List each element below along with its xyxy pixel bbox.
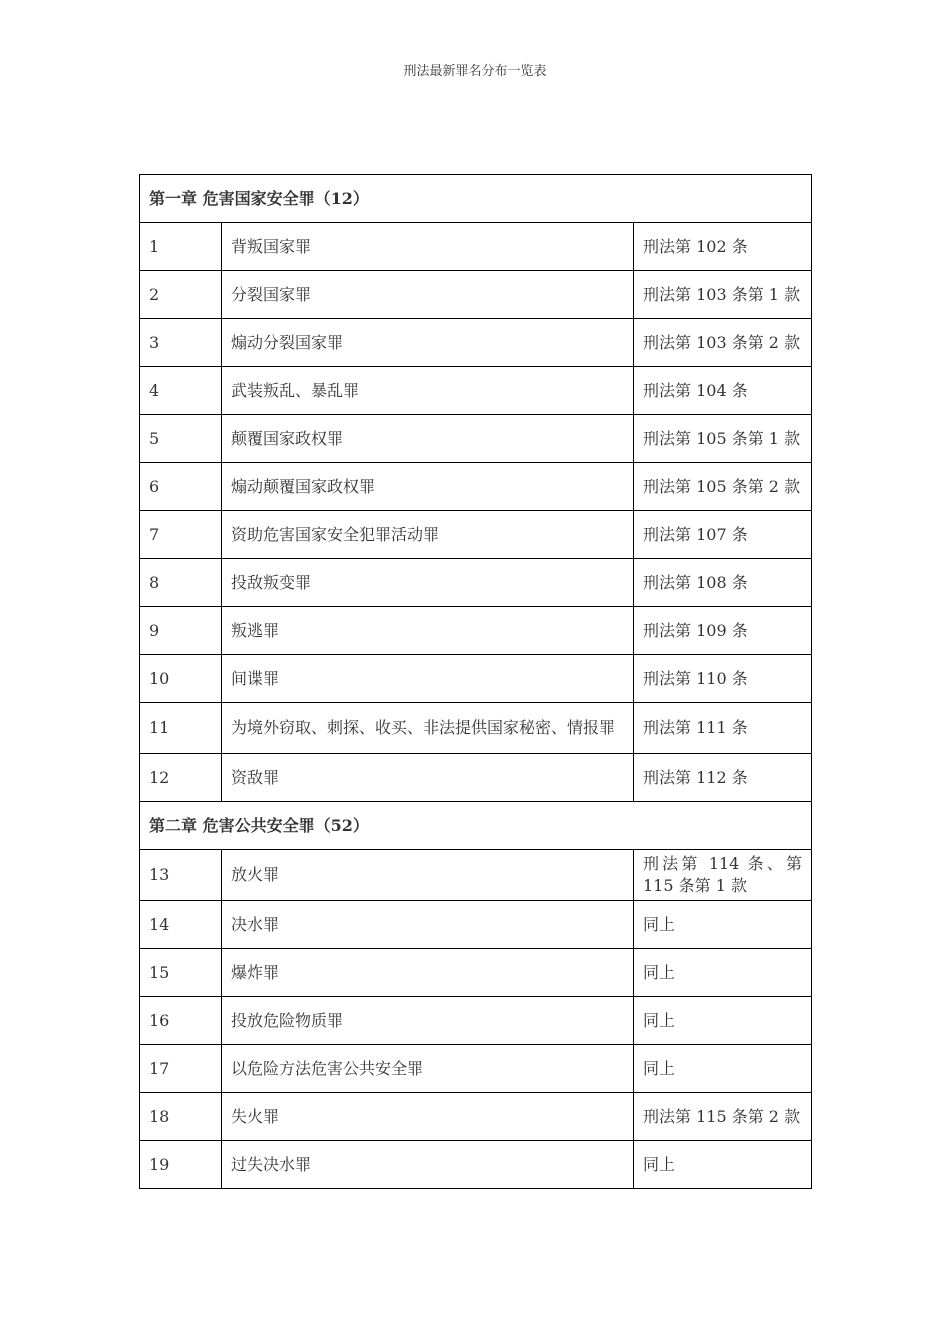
crime-number: 18 bbox=[140, 1093, 222, 1141]
crime-name-link[interactable]: 过失决水罪 bbox=[222, 1141, 634, 1189]
table-row bbox=[140, 271, 812, 319]
table-row bbox=[140, 223, 812, 271]
page-header-title: 刑法最新罪名分布一览表 bbox=[403, 64, 547, 79]
table-row bbox=[140, 1141, 812, 1189]
law-article: 刑法第 110 条 bbox=[634, 655, 812, 703]
crime-number: 2 bbox=[140, 271, 222, 319]
crime-name-link[interactable]: 爆炸罪 bbox=[222, 949, 634, 997]
crime-name-link[interactable]: 煽动颠覆国家政权罪 bbox=[222, 463, 634, 511]
crime-name-link[interactable]: 资助危害国家安全犯罪活动罪 bbox=[222, 511, 634, 559]
crime-number: 15 bbox=[140, 949, 222, 997]
crime-number: 7 bbox=[140, 511, 222, 559]
crime-name-link[interactable]: 决水罪 bbox=[222, 901, 634, 949]
crime-number: 9 bbox=[140, 607, 222, 655]
crime-name-link[interactable]: 投敌叛变罪 bbox=[222, 559, 634, 607]
table-row bbox=[140, 607, 812, 655]
crime-number: 8 bbox=[140, 559, 222, 607]
crime-number: 3 bbox=[140, 319, 222, 367]
crime-name-link[interactable]: 为境外窃取、刺探、收买、非法提供国家秘密、情报罪 bbox=[222, 703, 634, 754]
crime-number: 1 bbox=[140, 223, 222, 271]
table-row bbox=[140, 655, 812, 703]
crime-name-link[interactable]: 颠覆国家政权罪 bbox=[222, 415, 634, 463]
table-row bbox=[140, 415, 812, 463]
law-article: 刑法第 114 条、第 115 条第 1 款 bbox=[634, 850, 812, 901]
table-row bbox=[140, 1093, 812, 1141]
law-article: 同上 bbox=[634, 1141, 812, 1189]
law-article: 刑法第 105 条第 1 款 bbox=[634, 415, 812, 463]
crime-name-link[interactable]: 以危险方法危害公共安全罪 bbox=[222, 1045, 634, 1093]
crime-number: 12 bbox=[140, 754, 222, 802]
law-article: 刑法第 105 条第 2 款 bbox=[634, 463, 812, 511]
table-row bbox=[140, 997, 812, 1045]
crime-number: 10 bbox=[140, 655, 222, 703]
law-article: 刑法第 112 条 bbox=[634, 754, 812, 802]
crime-name-link[interactable]: 放火罪 bbox=[222, 850, 634, 901]
law-article: 同上 bbox=[634, 901, 812, 949]
chapter-row bbox=[140, 175, 812, 223]
crime-name-link[interactable]: 投放危险物质罪 bbox=[222, 997, 634, 1045]
law-article: 刑法第 103 条第 2 款 bbox=[634, 319, 812, 367]
crime-name-link[interactable]: 叛逃罪 bbox=[222, 607, 634, 655]
law-article: 刑法第 107 条 bbox=[634, 511, 812, 559]
crime-distribution-table bbox=[139, 174, 812, 1189]
crime-number: 17 bbox=[140, 1045, 222, 1093]
crime-number: 14 bbox=[140, 901, 222, 949]
crime-number: 5 bbox=[140, 415, 222, 463]
table-row bbox=[140, 463, 812, 511]
crime-name-link[interactable]: 分裂国家罪 bbox=[222, 271, 634, 319]
table-row bbox=[140, 511, 812, 559]
chapter-row bbox=[140, 802, 812, 850]
law-article: 刑法第 108 条 bbox=[634, 559, 812, 607]
table-row bbox=[140, 901, 812, 949]
law-article: 刑法第 104 条 bbox=[634, 367, 812, 415]
law-article: 刑法第 115 条第 2 款 bbox=[634, 1093, 812, 1141]
table-row bbox=[140, 319, 812, 367]
crime-name-link[interactable]: 煽动分裂国家罪 bbox=[222, 319, 634, 367]
table-row bbox=[140, 1045, 812, 1093]
crime-number: 16 bbox=[140, 997, 222, 1045]
crime-number: 13 bbox=[140, 850, 222, 901]
crime-number: 4 bbox=[140, 367, 222, 415]
law-article: 刑法第 109 条 bbox=[634, 607, 812, 655]
law-article: 同上 bbox=[634, 949, 812, 997]
crime-number: 11 bbox=[140, 703, 222, 754]
crime-name-link[interactable]: 武装叛乱、暴乱罪 bbox=[222, 367, 634, 415]
law-article: 刑法第 103 条第 1 款 bbox=[634, 271, 812, 319]
law-article: 同上 bbox=[634, 1045, 812, 1093]
chapter-title: 第二章 危害公共安全罪（52） bbox=[140, 802, 812, 850]
law-article: 同上 bbox=[634, 997, 812, 1045]
table-row bbox=[140, 559, 812, 607]
crime-name-link[interactable]: 失火罪 bbox=[222, 1093, 634, 1141]
table-row bbox=[140, 850, 812, 901]
chapter-title: 第一章 危害国家安全罪（12） bbox=[140, 175, 812, 223]
crime-name-link[interactable]: 间谍罪 bbox=[222, 655, 634, 703]
table-row bbox=[140, 367, 812, 415]
crime-number: 6 bbox=[140, 463, 222, 511]
crime-name-link[interactable]: 背叛国家罪 bbox=[222, 223, 634, 271]
table-row bbox=[140, 703, 812, 754]
crime-number: 19 bbox=[140, 1141, 222, 1189]
table-row bbox=[140, 754, 812, 802]
table-row bbox=[140, 949, 812, 997]
law-article: 刑法第 111 条 bbox=[634, 703, 812, 754]
crime-name-link[interactable]: 资敌罪 bbox=[222, 754, 634, 802]
law-article: 刑法第 102 条 bbox=[634, 223, 812, 271]
